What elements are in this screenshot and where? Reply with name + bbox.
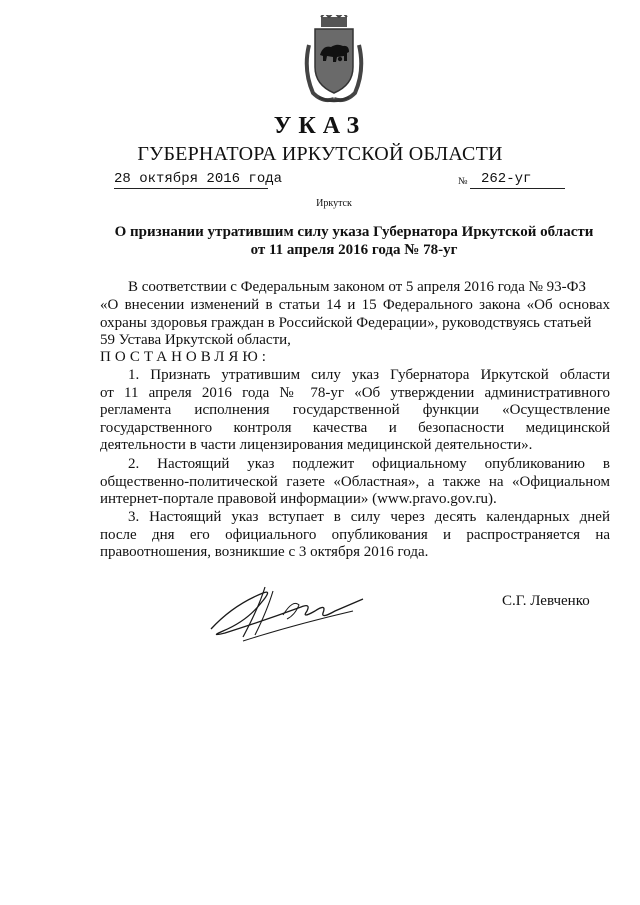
document-subtitle: ГУБЕРНАТОРА ИРКУТСКОЙ ОБЛАСТИ	[137, 143, 503, 165]
preamble-line: «О внесении изменений в статьи 14 и 15 Федерального закона «Об основах	[100, 297, 610, 313]
document-heading: от 11 апреля 2016 года № 78-уг	[250, 242, 458, 258]
item-3-line: правоотношения, возникшие с 3 октября 2016 года.	[100, 544, 429, 560]
document-heading: О признании утратившим силу указа Губернатора Иркутской области	[114, 224, 594, 240]
item-3-line: 3. Настоящий указ вступает в силу через десять календарных дней	[128, 509, 610, 525]
coat-of-arms-emblem	[301, 15, 367, 105]
item-1-line: 1. Признать утратившим силу указ Губернатора Иркутской области	[128, 367, 610, 383]
item-1-line: от 11 апреля 2016 года № 78-уг «Об утверждении административного	[100, 385, 610, 401]
preamble-line: охраны здоровья граждан в Российской Федерации», руководствуясь статьей	[100, 315, 592, 331]
date-underline	[114, 188, 268, 189]
preamble-line: В соответствии с Федеральным законом от 5 апреля 2016 года № 93-ФЗ	[128, 279, 587, 295]
document-title: УКАЗ	[273, 113, 367, 139]
signatory-name: С.Г. Левченко	[502, 593, 590, 609]
item-2-line: общественно-политической газете «Областная», а также на «Официальном	[100, 474, 610, 490]
item-2-line: 2. Настоящий указ подлежит официальному опубликованию в	[128, 456, 610, 472]
item-1-line: регламента исполнения государственной функции «Осуществление	[100, 402, 610, 418]
item-3-line: после дня его официального опубликования и распространяется на	[100, 527, 610, 543]
preamble-line: 59 Устава Иркутской области,	[100, 332, 291, 348]
decree-word: ПОСТАНОВЛЯЮ:	[100, 349, 270, 365]
item-2-line: интернет-портале правовой информации» (www.pravo.gov.ru).	[100, 491, 497, 507]
crown-shape	[321, 17, 347, 27]
number-underline	[470, 188, 565, 189]
document-city: Иркутск	[316, 198, 352, 209]
item-1-line: деятельности в части лицензирования медицинской деятельности».	[100, 437, 533, 453]
document-date: 28 октября 2016 года	[114, 171, 283, 187]
item-1-line: государственного контроля качества и безопасности медицинской	[100, 420, 610, 436]
handwritten-signature	[203, 585, 373, 645]
number-label: №	[458, 176, 468, 187]
document-number: 262-уг	[481, 171, 532, 187]
